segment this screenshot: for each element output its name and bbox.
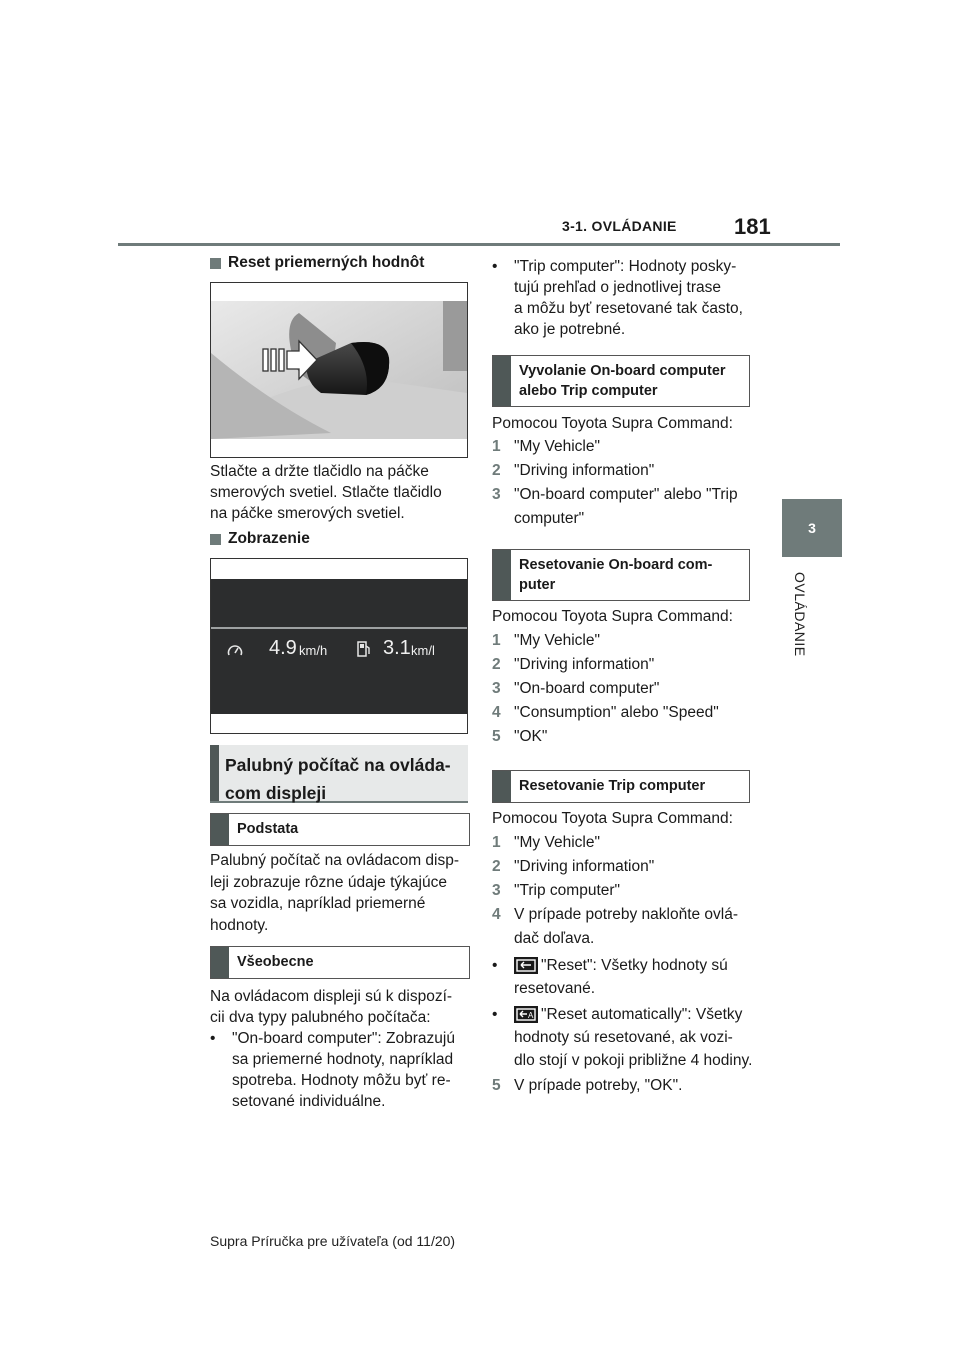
heading-line: Palubný počítač na ovláda- [225,755,451,775]
bullet-dot: • [492,1006,498,1023]
intro-text: Pomocou Toyota Supra Command: [492,810,733,827]
text-line: "My Vehicle" [514,632,600,649]
intro-text: Pomocou Toyota Supra Command: [492,415,733,432]
box-label: Resetovanie Trip computer [519,778,706,794]
step-item [492,459,754,483]
bullet-onboard [210,1028,472,1112]
text-line: spotreba. Hodnoty môžu byť re- [232,1072,451,1089]
step-number: 1 [492,632,501,649]
step-text [514,435,600,459]
text-line: "OK" [514,728,548,745]
text-line: dlo stojí v pokoji približne 4 hodiny. [514,1052,753,1069]
bullet-trip [492,256,754,340]
box-label: Všeobecne [237,954,314,970]
display-heading-label: Zobrazenie [228,530,310,547]
text-line: dač doľava. [514,930,595,947]
box-label [511,356,734,406]
podstata-text [210,850,472,936]
step-item [492,435,754,459]
chapter-tab: 3 [782,499,842,557]
reset-heading [210,254,424,272]
step-item [492,653,754,677]
text-line: Vyvolanie On-board computer [519,363,726,379]
avg-speed-value: 4.9 [269,637,297,659]
text-line: setované individuálne. [232,1093,386,1110]
text-line: "Driving information" [514,462,655,479]
text-line: hodnoty. [210,916,269,934]
page-number: 181 [734,214,771,239]
turn-signal-lever-photo [210,282,468,458]
box-vseobecne [210,946,470,979]
text-line: "Reset": Všetky hodnoty sú [541,957,728,974]
bullet-dot: • [492,258,498,275]
steps-list-2 [492,629,754,749]
text-line: "Driving information" [514,858,655,875]
text-line: computer" [514,510,585,527]
step-text [514,903,738,951]
text-line: Stlačte a držte tlačidlo na páčke [210,463,429,480]
step-number: 5 [492,1077,501,1094]
text-line: alebo Trip computer [519,383,658,399]
box-bar [211,947,229,978]
speedometer-icon [227,643,243,662]
text-line: na páčke smerových svetiel. [210,505,405,522]
step-text [514,725,547,749]
bullet-reset-auto [492,1003,754,1072]
step-text [514,653,654,677]
step-text [514,483,738,531]
step-number: 1 [492,834,501,851]
step-item [492,629,754,653]
step-text [514,677,659,701]
step-text [514,855,654,879]
section-heading [219,745,451,801]
step-number: 1 [492,438,501,455]
step-text [514,879,620,903]
text-line: "Trip computer" [514,882,621,899]
text-line: "Consumption" alebo "Speed" [514,704,719,721]
text-line: sa vozidla, napríklad priemerné [210,895,426,912]
avg-fuel-value: 3.1 [383,637,411,659]
box-bar [493,550,511,600]
step-number: 3 [492,882,501,899]
step-item [492,725,754,749]
text-line: ako je potrebné. [514,321,626,338]
step-number: 2 [492,656,501,673]
box-reset-onboard [492,549,750,601]
text-line: puter [519,577,556,593]
intro-text: Pomocou Toyota Supra Command: [492,608,733,625]
step-text [514,459,654,483]
step-text [514,831,600,855]
text-line: Palubný počítač na ovládacom disp- [210,852,460,869]
step-number: 4 [492,704,501,721]
vseobecne-text [210,986,472,1028]
display-screenshot [210,558,468,734]
display-screen [211,579,467,714]
text-line: a môžu byť resetované tak často, [514,300,743,317]
step-number: 4 [492,906,501,923]
step-item [492,677,754,701]
text-line: "My Vehicle" [514,438,600,455]
header-rule [118,243,840,246]
step-number: 2 [492,858,501,875]
lever-illustration [211,283,467,457]
section-heading-box [210,745,468,803]
box-vyvolanie [492,355,750,407]
box-label: Podstata [237,821,299,837]
step-item [492,483,754,531]
step-item [492,701,754,725]
text-line: leji zobrazuje rôzne údaje týkajúce [210,873,447,891]
bullet-dot: • [492,957,498,974]
text-line: Na ovládacom displeji sú k dispozí- [210,988,453,1005]
step-item [492,879,754,903]
text-line: tujú prehľad o jednotlivej trase [514,279,722,296]
text-line: "Driving information" [514,656,655,673]
reset-text [210,461,470,524]
box-podstata [210,813,470,846]
step-number: 2 [492,462,501,479]
avg-fuel-unit: km/l [411,643,435,658]
chapter-side-label [740,572,860,692]
square-bullet-icon [210,258,221,269]
box-bar [493,771,511,802]
text-line: V prípade potreby nakloňte ovlá- [514,906,739,923]
reset-heading-label: Reset priemerných hodnôt [228,254,425,271]
bullet-dot: • [210,1030,216,1047]
steps-list-1 [492,435,754,531]
footer-text: Supra Príručka pre užívateľa (od 11/20) [210,1233,456,1249]
box-bar [493,356,511,406]
step-number: 3 [492,680,501,697]
text-line: "On-board computer" [514,680,660,697]
svg-text:A: A [528,1011,534,1020]
steps-list-3 [492,831,754,951]
step-text [514,629,600,653]
text-line: smerových svetiel. Stlačte tlačidlo [210,484,442,501]
step-item [492,831,754,855]
display-heading [210,530,310,548]
reset-icon [514,957,538,974]
heading-line: com displeji [225,783,327,803]
avg-speed-unit: km/h [299,643,328,658]
section-title: 3-1. OVLÁDANIE [562,218,677,234]
step-text: V prípade potreby, "OK". [514,1077,683,1094]
bullet-reset [492,954,754,1000]
square-bullet-icon [210,534,221,545]
text-line: sa priemerné hodnoty, napríklad [232,1051,454,1068]
step-item [492,903,754,951]
text-line: "On-board computer": Zobrazujú [232,1030,455,1047]
text-line: hodnoty sú resetované, ak vozi- [514,1029,733,1046]
text-line: Resetovanie On-board com- [519,557,713,573]
heading-bar [210,745,219,801]
text-line: "Reset automatically": Všetky [541,1006,743,1023]
text-line: "My Vehicle" [514,834,600,851]
reset-auto-icon [514,1006,538,1023]
step-item [492,1074,682,1098]
text-line: "On-board computer" alebo "Trip [514,486,738,503]
step-number: 3 [492,486,501,503]
text-line: cii dva typy palubného počítača: [210,1009,431,1026]
text-line: resetované. [514,980,595,997]
box-bar [211,814,229,845]
text-line: "Trip computer": Hodnoty posky- [514,258,737,275]
display-divider [211,627,467,629]
box-label [511,550,720,600]
fuel-pump-icon [357,641,371,662]
step-item [492,855,754,879]
step-number: 5 [492,728,501,745]
chapter-title: OVLÁDANIE [792,572,808,657]
box-reset-trip [492,770,750,803]
step-text [514,701,719,725]
